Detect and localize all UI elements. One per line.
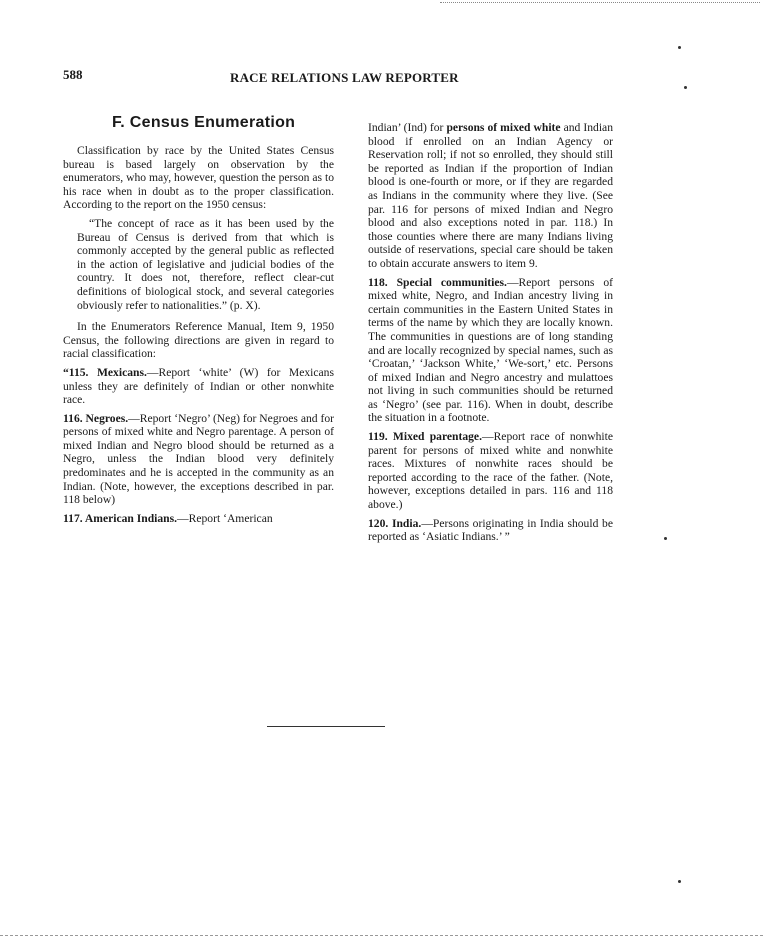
- item-117: [63, 512, 334, 526]
- item-119: [368, 430, 613, 512]
- item-119-head: 119. Mixed parentage.: [368, 430, 482, 444]
- item-118-body: —Report persons of mixed white, Negro, and Indian ancestry living in certain communities in the Eastern United States in terms of the name by which they are locally known. The communities in questions are of long standing and are locally recognized by special names, such as ‘Croatan,’ ‘Jackson White,’ ‘We-sort,’ etc. Persons of mixed Indian and Negro ancestry and mulattoes not living in such communities should be returned as ‘Negro’ (see par. 116). When in doubt, describe the situation in a footnote.: [368, 275, 614, 425]
- end-rule: [267, 726, 385, 727]
- item-117-continued: [368, 121, 613, 271]
- item-115-head: “115. Mexicans.: [63, 365, 147, 379]
- item-117-head: 117. American Indians.: [63, 511, 178, 525]
- page-number: 588: [63, 67, 83, 82]
- scan-speck: [678, 880, 681, 883]
- right-column: [368, 121, 613, 549]
- item-117-body: —Report ‘American: [177, 511, 273, 525]
- scan-speck: [664, 537, 667, 540]
- item-118: [368, 276, 613, 426]
- item-120-head: 120. India.: [368, 516, 422, 530]
- running-title: RACE RELATIONS LAW REPORTER: [230, 70, 459, 85]
- section-title: F. Census Enumeration: [112, 114, 296, 131]
- item-115-body: —Report ‘white’ (W) for Mexicans unless they are definitely of Indian or other nonwhite race.: [63, 365, 334, 407]
- item-120-body: —Persons originating in India should be reported as ‘Asiatic Indians.’ ”: [368, 516, 613, 544]
- item-120: [368, 517, 613, 544]
- item-118-head: 118. Special communities.: [368, 275, 507, 289]
- left-column: [63, 144, 334, 530]
- intro-paragraph: Classification by race by the United States Census bureau is based largely on observation by the enumerators, who may, however, question the person as to his race when in doubt as to the proper classification. According to the report on the 1950 census:: [63, 144, 334, 212]
- item-116: [63, 412, 334, 507]
- scan-edge-top: [440, 2, 760, 3]
- item-117-cont-bold: persons of mixed white: [446, 121, 561, 134]
- item-117-cont-a: Indian’ (Ind) for: [368, 121, 447, 134]
- scan-speck: [684, 86, 687, 89]
- item-116-head: 116. Negroes.: [63, 411, 129, 425]
- item-119-body: —Report race of nonwhite parent for persons of mixed white and nonwhite races. Mixtures of nonwhite races should be reported according to the race of the father. (Note, however, exceptions detailed in pars. 116 and 118 above.): [368, 430, 613, 512]
- manual-paragraph: In the Enumerators Reference Manual, Item 9, 1950 Census, the following directions are given in regard to racial classification:: [63, 320, 334, 361]
- census-quote: “The concept of race as it has been used by the Bureau of Census is derived from that which is commonly accepted by the general public as reflected in the action of legislative and judicial bodies of the country. It does not, therefore, reflect clear-cut definitions of biological stock, and several categories obviously refer to nationalities.” (p. X).: [77, 216, 334, 312]
- item-116-body: —Report ‘Negro’ (Neg) for Negroes and for persons of mixed white and Negro parentage. A person of mixed Indian and Negro blood should be returned as a Negro, unless the Indian blood very definitely predominates and he is accepted in the community as an Indian. (Note, however, the exceptions described in par. 118 below): [63, 411, 334, 507]
- scan-edge-bottom: [0, 935, 763, 936]
- scan-speck: [678, 46, 681, 49]
- item-117-cont-b: and Indian blood if enrolled on an Indian Agency or Reservation roll; if not so enrolled, they should still be reported as Indian if the proportion of Indian blood is one-fourth or more, or if they are regarded as Indians in the community where they live. (See par. 116 for persons of mixed Indian and Negro blood and also exceptions noted in par. 118.) In those counties where there are many Indians living outside of reservations, special care should be taken to obtain accurate answers to item 9.: [368, 121, 613, 270]
- item-115: [63, 366, 334, 407]
